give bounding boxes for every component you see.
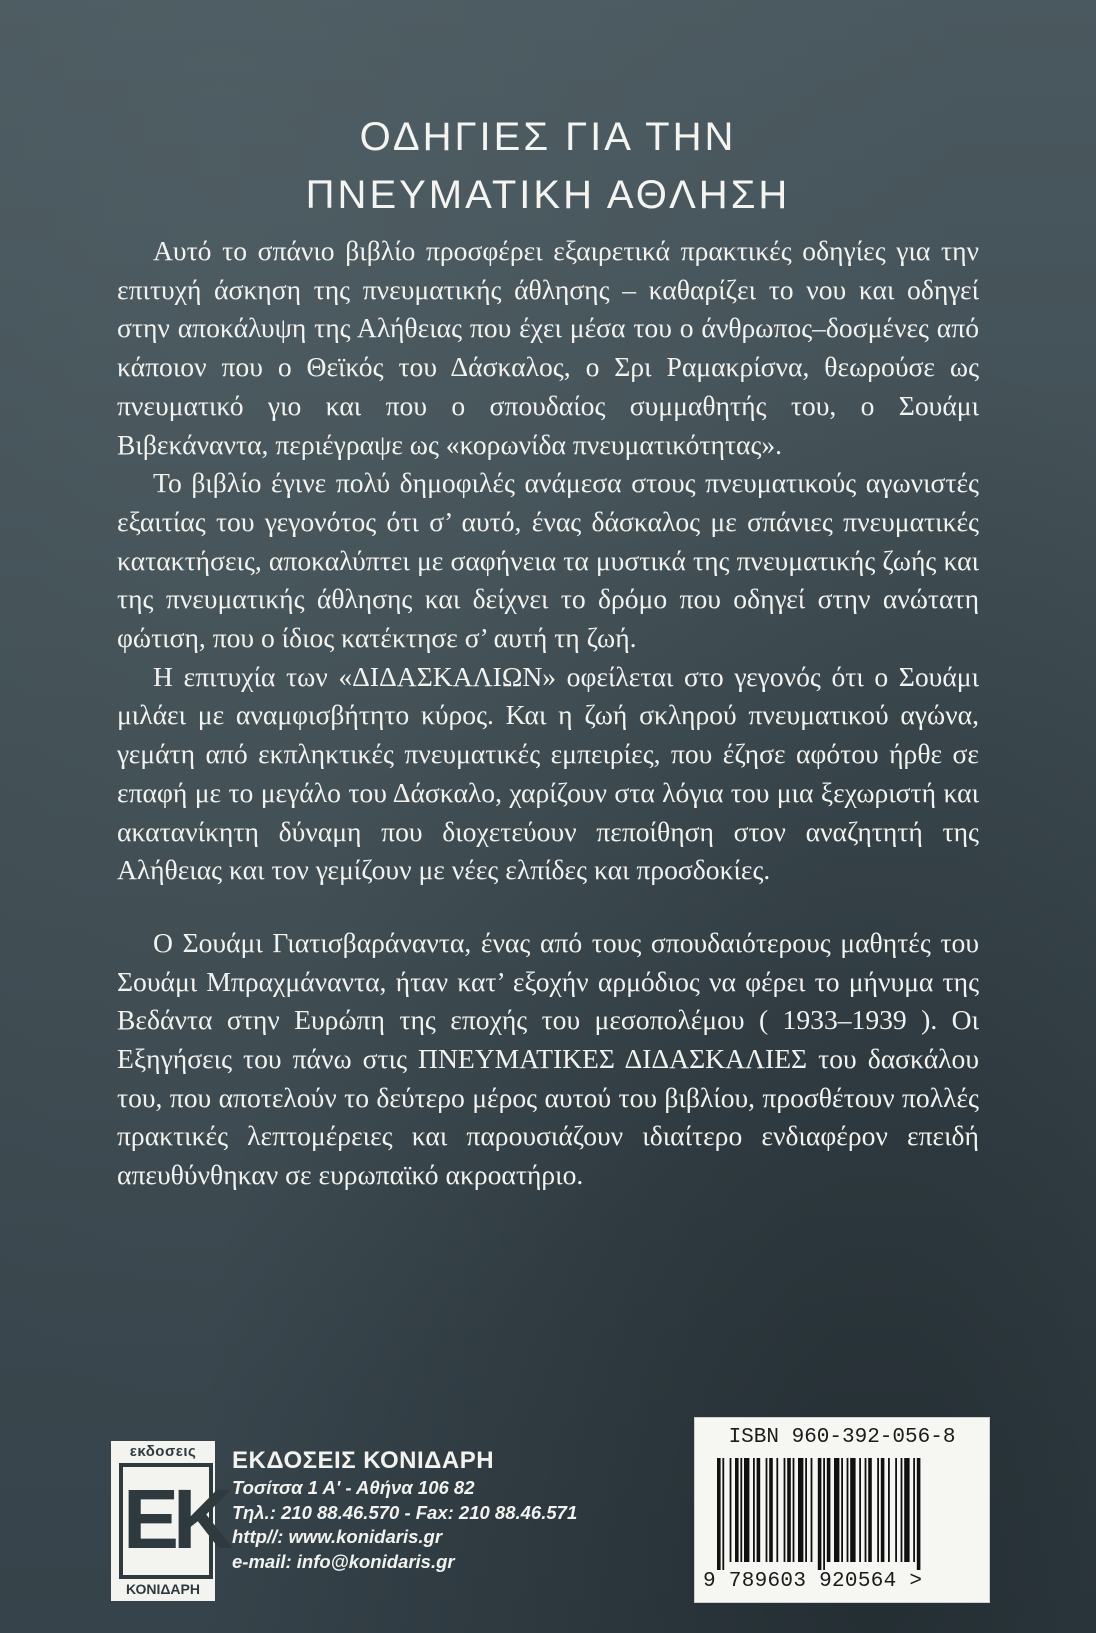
barcode-bar xyxy=(841,1458,843,1562)
barcode-bar xyxy=(859,1458,861,1562)
barcode-bar xyxy=(904,1458,909,1562)
barcode-bar xyxy=(805,1458,807,1562)
barcode-bar xyxy=(753,1458,755,1562)
barcode-bar xyxy=(722,1458,724,1570)
barcode-bar xyxy=(811,1458,813,1562)
barcode-bar xyxy=(823,1458,825,1570)
barcode-bar xyxy=(730,1458,732,1562)
title-line-2: ΠΝΕΥΜΑΤΙΚΗ ΑΘΛΗΣΗ xyxy=(305,173,791,217)
barcode-bar xyxy=(865,1458,867,1562)
publisher-website: http//: www.konidaris.gr xyxy=(232,1526,443,1547)
logo-frame xyxy=(119,1463,228,1579)
barcode-bar xyxy=(888,1458,890,1562)
description-text xyxy=(117,232,979,1195)
barcode-bar xyxy=(818,1458,822,1570)
barcode-bar xyxy=(917,1458,921,1570)
paragraph-4: Ο Σουάμι Γιατισβαράναντα, ένας από τους σπουδαιότερους μαθητές του Σουάμι Μπραχμάναντα, ήταν κατ’ εξοχήν αρμόδιος να φέρει το μήνυμα της Βεδάντα στην Ευρώπη της εποχής του μεσοπολέμου ( 1933–1939 ). Οι Εξηγήσεις του πάνω στις ΠΝΕΥΜΑΤΙΚΕΣ ΔΙΔΑΣΚΑΛΙΕΣ του δασκάλου του, που αποτελούν το δεύτερο μέρος αυτού του βιβλίου, προσθέτουν πολλές πρακτικές λεπτομέρειες και παρουσιάζουν ιδιαίτερο ενδιαφέρον επειδή απευθύνθηκαν σε ευρωπαϊκό ακροατήριο. xyxy=(117,926,979,1191)
isbn-barcode-box xyxy=(694,1417,990,1603)
barcode-bar xyxy=(877,1458,879,1562)
barcode-bar xyxy=(793,1458,795,1562)
isbn-label: ISBN 960-392-056-8 xyxy=(728,1426,956,1449)
barcode-bar xyxy=(895,1458,897,1562)
publisher-address: Τοσίτσα 1 Α' - Αθήνα 106 82 xyxy=(232,1477,475,1498)
barcode-bar xyxy=(735,1458,739,1562)
barcode-bar xyxy=(740,1458,742,1562)
book-title xyxy=(0,108,1096,224)
barcode-bar xyxy=(881,1458,885,1562)
barcode-bar xyxy=(757,1458,761,1562)
barcode-bar xyxy=(850,1458,855,1562)
barcode-bar xyxy=(798,1458,803,1562)
publisher-email: e-mail: info@konidaris.gr xyxy=(232,1550,455,1572)
barcode-bar xyxy=(827,1458,831,1562)
title-line-1: ΟΔΗΓΙΕΣ ΓΙΑ ΤΗΝ xyxy=(359,115,737,159)
barcode-bar xyxy=(769,1458,773,1562)
publisher-logo xyxy=(111,1441,228,1601)
barcode-bar xyxy=(766,1458,768,1562)
paragraph-gap xyxy=(117,890,979,924)
paragraph-1: Αυτό το σπάνιο βιβλίο προσφέρει εξαιρετικά πρακτικές οδηγίες για την επιτυχή άσκηση της πνευματικής άθλησης – καθαρίζει το νου και οδηγεί στην αποκάλυψη της Αλήθειας που έχει μέσα του ο άνθρωπος–δοσμένες από κάποιον που ο Θεϊκός του Δάσκαλος, ο Σρι Ραμακρίσνα, θεωρούσε ως πνευματικό γιο και που ο σπουδαίος συμμαθητής του, ο Σουάμι Βιβεκάναντα, περιέγραψε ως «κορωνίδα πνευματικότητας». xyxy=(117,235,979,460)
publisher-phone: Τηλ.: 210 88.46.570 - Fax: 210 88.46.571 xyxy=(232,1501,578,1523)
publisher-info xyxy=(232,1446,652,1574)
publisher-name: ΕΚΔΟΣΕΙΣ ΚΟΝΙΔΑΡΗ xyxy=(232,1447,495,1474)
barcode-bar xyxy=(717,1458,721,1570)
paragraph-3: Η επιτυχία των «ΔΙΔΑΣΚΑΛΙΩΝ» οφείλεται στο γεγονός ότι ο Σουάμι μιλάει με αναμφισβήτητο κύρος. Και η ζωή σκληρού πνευματικού αγώνα, γεμάτη από εκπληκτικές πνευματικές εμπειρίες, που έζησε αφότου ήρθε σε επαφή με το μεγάλο του Δάσκαλο, χαρίζουν στα λόγια του μια ξεχωριστή και ακατανίκητη δύναμη που διοχετεύουν πεποίθηση στον αναζητητή της Αλήθειας και τον γεμίζουν με νέες ελπίδες και προσδοκίες. xyxy=(117,660,979,886)
logo-glyph: ΕΚ xyxy=(123,1472,228,1566)
barcode-bar xyxy=(784,1458,786,1562)
logo-top-text: εκδοσεις xyxy=(129,1443,197,1460)
barcode-bar xyxy=(744,1458,749,1562)
barcode-bar xyxy=(847,1458,849,1562)
paragraph-2: Το βιβλίο έγινε πολύ δημοφιλές ανάμεσα στους πνευματικούς αγωνιστές εξαιτίας του γεγονότος ότι σ’ αυτό, ένας δάσκαλος με σπάνιες πνευματικές κατακτήσεις, αποκαλύπτει με σαφήνεια τα μυστικά της πνευματικής ζωής και της πνευματικής άθλησης και δείχνει το δρόμο που οδηγεί στην ανώτατη φώτιση, που ο ίδιος κατέκτησε σ’ αυτή τη ζωή. xyxy=(117,467,979,654)
barcode-bar xyxy=(901,1458,903,1562)
barcode-bar xyxy=(913,1458,915,1562)
barcode-icon xyxy=(717,1458,969,1570)
logo-bottom-text: ΚΟΝΙΔΑΡΗ xyxy=(126,1581,200,1597)
barcode-bar xyxy=(868,1458,872,1562)
barcode-bar xyxy=(776,1458,778,1562)
barcode-bar xyxy=(787,1458,791,1562)
barcode-digits: 9 789603 920564 > xyxy=(703,1570,923,1593)
barcode-bar xyxy=(834,1458,839,1562)
